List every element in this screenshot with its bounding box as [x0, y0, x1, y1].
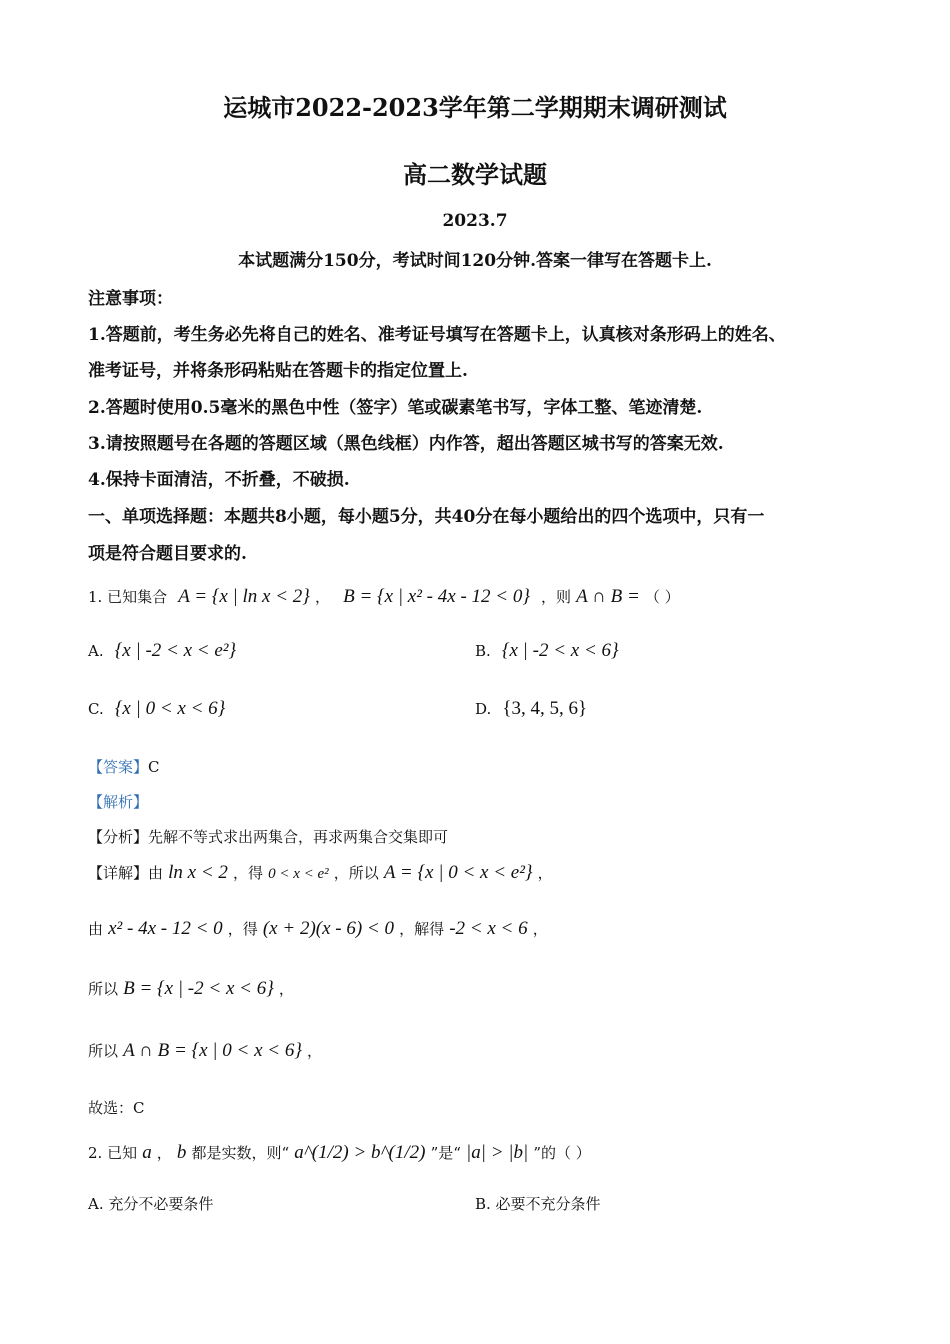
q1-option-c-label: C.	[88, 700, 104, 718]
exam-date: 2023.7	[442, 211, 508, 231]
q1-ask-expr: A ∩ B =	[576, 586, 640, 607]
q1-line4-end: ，	[307, 1042, 323, 1060]
exam-title: 运城市2022-2023学年第二学期期末调研测试	[223, 93, 727, 122]
q1-detail-line4	[88, 1040, 322, 1062]
q1-option-a-expr: {x | -2 < x < e²}	[114, 640, 237, 661]
notes-heading: 注意事项：	[88, 289, 173, 309]
q2-var-b: b	[176, 1142, 187, 1163]
q1-detail-range: 0 < x < e²	[268, 866, 329, 882]
q2-var-a: a	[142, 1142, 152, 1163]
q1-option-d	[475, 698, 587, 720]
notes-item-4: 4.保持卡面清洁，不折叠，不破损.	[88, 470, 350, 490]
exam-subtitle: 高二数学试题	[403, 160, 547, 189]
q1-analysis-tag: 【解析】	[88, 793, 149, 811]
q1-detail-soyi: ，所以	[333, 864, 379, 882]
q1-line2-end: ，	[532, 920, 548, 938]
q1-detail-line2	[88, 918, 548, 940]
q1-line3-b: B = {x | -2 < x < 6}	[123, 978, 274, 999]
q2-cond2: |a| > |b|	[466, 1142, 529, 1163]
q1-answer-value: C	[148, 758, 160, 776]
q1-option-d-expr: {3, 4, 5, 6}	[502, 698, 588, 719]
q1-option-b-expr: {x | -2 < x < 6}	[501, 640, 619, 661]
q1-detail-get: ，得	[233, 864, 264, 882]
q2-option-b: B. 必要不充分条件	[475, 1195, 601, 1213]
question-2-stem	[88, 1142, 591, 1164]
q1-line4-soyi: 所以	[88, 1042, 119, 1060]
q1-paren: （ ）	[644, 588, 680, 606]
q1-line2-you: 由	[88, 920, 104, 938]
q2-comma: ，	[156, 1144, 172, 1162]
q1-detail-end: ，	[537, 864, 553, 882]
q1-detail-line1	[88, 862, 553, 884]
q1-line3-soyi: 所以	[88, 980, 119, 998]
q2-stem2: ”是“	[430, 1144, 461, 1162]
q1-line2-de: ，得	[227, 920, 258, 938]
q1-line2-jiede: ，解得	[399, 920, 445, 938]
q1-ask-prefix: ，则	[541, 588, 572, 606]
q1-option-c-expr: {x | 0 < x < 6}	[114, 698, 226, 719]
notes-item-1a: 1.答题前，考生务必先将自己的姓名、准考证号填写在答题卡上，认真核对条形码上的姓名、	[88, 325, 786, 345]
q1-option-b-label: B.	[475, 642, 491, 660]
q1-detail-ln: ln x < 2	[168, 862, 228, 883]
q1-answer-line	[88, 756, 160, 777]
notes-item-2: 2.答题时使用0.5毫米的黑色中性（签字）笔或碳素笔书写，字体工整、笔迹清楚.	[88, 398, 703, 418]
section1-heading-a: 一、单项选择题：本题共8小题，每小题5分，共40分在每小题给出的四个选项中，只有一	[88, 507, 765, 527]
q1-option-a	[88, 640, 236, 662]
q1-fenxi: 【分析】先解不等式求出两集合，再求两集合交集即可	[88, 828, 449, 846]
q1-option-c	[88, 698, 225, 720]
q1-line4-expr: A ∩ B = {x | 0 < x < 6}	[123, 1040, 302, 1061]
exam-intro: 本试题满分150分，考试时间120分钟.答案一律写在答题卡上.	[238, 251, 712, 271]
q2-cond1: a^(1/2) > b^(1/2)	[294, 1142, 426, 1163]
q1-line3-end: ，	[278, 980, 294, 998]
q1-detail-line3	[88, 978, 294, 1000]
q1-line2-ineq: x² - 4x - 12 < 0	[108, 918, 223, 939]
notes-item-3: 3.请按照题号在各题的答题区域（黑色线框）内作答，超出答题区城书写的答案无效.	[88, 434, 724, 454]
q1-option-a-label: A.	[88, 642, 104, 660]
q1-option-b	[475, 640, 619, 662]
q1-prefix: 1. 已知集合	[88, 588, 168, 606]
q1-set-b: B = {x | x² - 4x - 12 < 0}	[343, 586, 530, 607]
q1-answer-tag: 【答案】	[88, 758, 149, 776]
q1-detail-a: A = {x | 0 < x < e²}	[383, 862, 533, 883]
q2-prefix: 2. 已知	[88, 1144, 138, 1162]
q2-option-a: A. 充分不必要条件	[88, 1195, 214, 1213]
q1-detail-tag: 【详解】由	[88, 864, 164, 882]
q1-option-d-label: D.	[475, 700, 492, 718]
q1-line2-range: -2 < x < 6	[449, 918, 528, 939]
q2-stem1: 都是实数，则“	[191, 1144, 290, 1162]
q2-stem3: ”的（ ）	[533, 1144, 591, 1162]
q1-comma: ，	[315, 588, 331, 606]
q1-set-a: A = {x | ln x < 2}	[178, 586, 310, 607]
q1-choose: 故选：C	[88, 1099, 145, 1117]
q1-line2-fact: (x + 2)(x - 6) < 0	[262, 918, 395, 939]
notes-item-1b: 准考证号，并将条形码粘贴在答题卡的指定位置上.	[88, 361, 468, 381]
question-1-stem	[88, 586, 680, 608]
section1-heading-b: 项是符合题目要求的.	[88, 544, 247, 564]
